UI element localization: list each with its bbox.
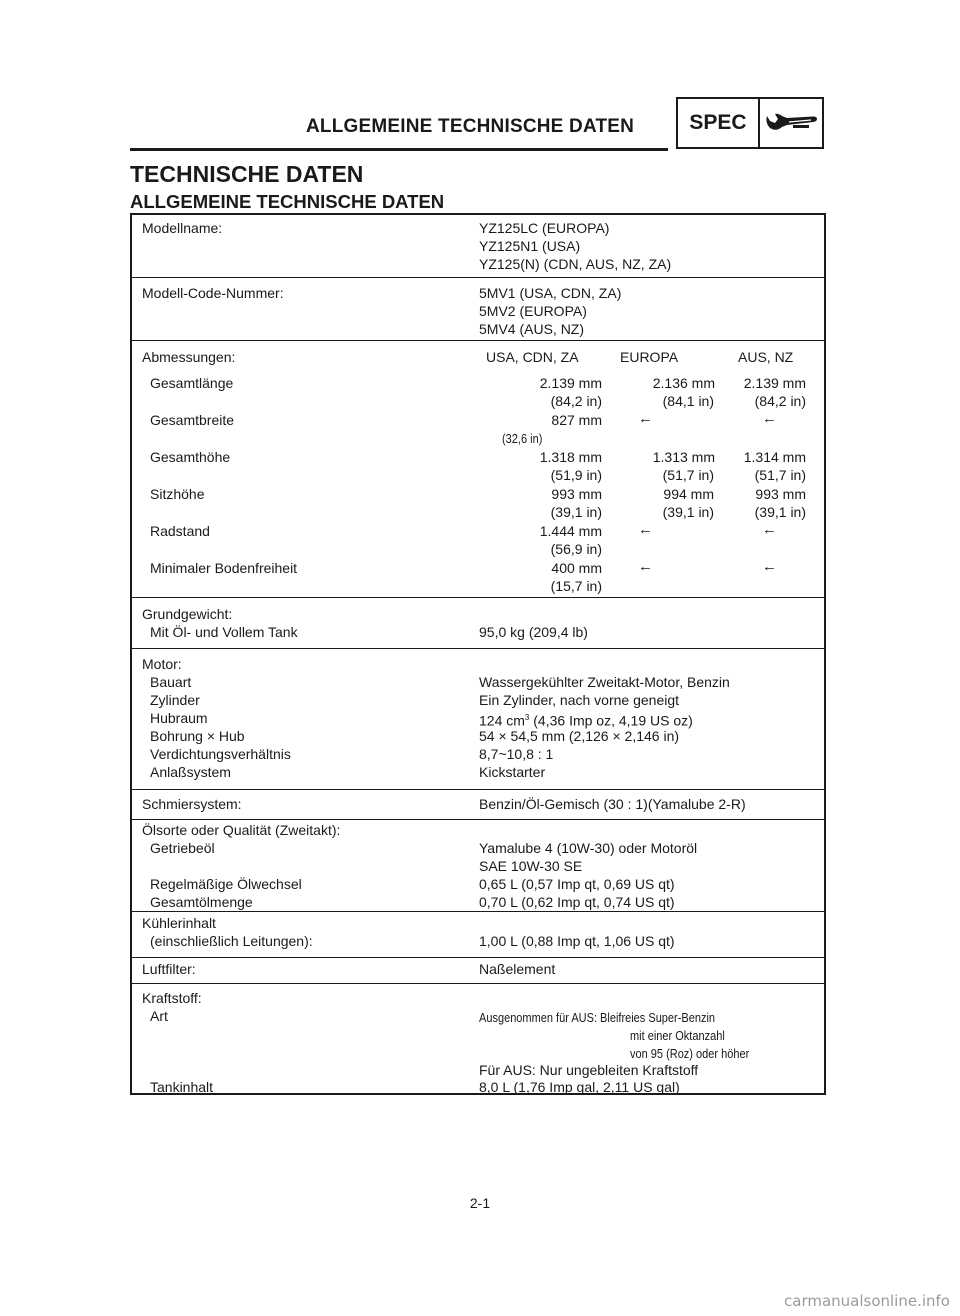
dim-value: 2.136 mm	[652, 375, 715, 391]
header-rule	[130, 148, 668, 151]
dim-value: (56,9 in)	[550, 541, 602, 557]
dim-value: (84,2 in)	[550, 393, 602, 409]
engine-row-label: Bauart	[150, 674, 192, 690]
spec-label: SPEC	[678, 99, 760, 147]
dim-label: Gesamthöhe	[150, 449, 231, 465]
page-header-title: ALLGEMEINE TECHNISCHE DATEN	[306, 116, 635, 137]
model-value: YZ125(N) (CDN, AUS, NZ, ZA)	[479, 256, 672, 272]
engine-row-value: 54 × 54,5 mm (2,126 × 2,146 in)	[479, 728, 680, 744]
coolant-sub-label: (einschließlich Leitungen):	[150, 933, 313, 949]
same-as-left-arrow-icon: ←	[638, 521, 653, 538]
dimensions-section	[132, 340, 824, 597]
column-header: EUROPA	[620, 349, 679, 365]
dim-value: (39,1 in)	[754, 504, 806, 520]
section-title: TECHNISCHE DATEN	[130, 161, 364, 187]
engine-row-value: Ein Zylinder, nach vorne geneigt	[479, 692, 680, 708]
spec-table	[130, 213, 826, 1095]
oil-section	[132, 819, 824, 911]
dim-value: (51,9 in)	[550, 467, 602, 483]
oil-change-label: Regelmäßige Ölwechsel	[150, 876, 302, 892]
dim-value: (84,2 in)	[754, 393, 806, 409]
tank-capacity-value: 8,0 L (1,76 Imp gal, 2,11 US gal)	[479, 1079, 680, 1095]
fuel-label: Kraftstoff:	[142, 990, 202, 1006]
engine-label: Motor:	[142, 656, 182, 672]
displacement-conversion: (4,36 Imp oz, 4,19 US oz)	[529, 712, 693, 729]
engine-row-label: Verdichtungsverhältnis	[150, 746, 291, 762]
dim-value: (84,1 in)	[662, 393, 714, 409]
displacement-unit-exponent: 3	[524, 713, 530, 722]
dim-label: Gesamtbreite	[150, 412, 235, 428]
wrench-icon	[760, 99, 822, 147]
lubrication-label: Schmiersystem:	[142, 796, 242, 812]
oil-label: Ölsorte oder Qualität (Zweitakt):	[142, 822, 341, 838]
same-as-left-arrow-icon: ←	[762, 410, 777, 427]
engine-section	[132, 648, 824, 789]
dim-value: 1.444 mm	[539, 523, 602, 539]
dim-label: Radstand	[150, 523, 210, 539]
fuel-aus-value: Für AUS: Nur ungebleiten Kraftstoff	[479, 1062, 699, 1078]
column-header: AUS, NZ	[738, 349, 794, 365]
weight-value: 95,0 kg (209,4 lb)	[479, 624, 588, 640]
dim-value: (39,1 in)	[662, 504, 714, 520]
fuel-type-label: Art	[150, 1008, 168, 1024]
dim-value: 400 mm	[551, 560, 602, 576]
dim-value: 827 mm	[551, 412, 602, 428]
fuel-type-value: mit einer Oktanzahl	[630, 1029, 725, 1043]
coolant-label: Kühlerinhalt	[142, 915, 216, 931]
model-label: Modellname:	[142, 220, 223, 236]
dim-value: (39,1 in)	[550, 504, 602, 520]
column-header: USA, CDN, ZA	[486, 349, 579, 365]
fuel-section	[132, 983, 824, 1095]
gear-oil-value: Yamalube 4 (10W-30) oder Motoröl	[479, 840, 698, 856]
lubrication-value: Benzin/Öl-Gemisch (30 : 1)(Yamalube 2-R)	[479, 796, 746, 812]
model-value: YZ125N1 (USA)	[479, 238, 581, 254]
engine-row-label: Anlaßsystem	[150, 764, 231, 780]
dim-value: 2.139 mm	[743, 375, 806, 391]
same-as-left-arrow-icon: ←	[762, 521, 777, 538]
model-code-section	[132, 277, 824, 340]
weight-section	[132, 597, 824, 648]
dim-value: (51,7 in)	[662, 467, 714, 483]
dimensions-label: Abmessungen:	[142, 349, 236, 365]
displacement-number: 124 cm	[479, 712, 525, 729]
dim-value: (15,7 in)	[550, 578, 602, 594]
dim-value: 993 mm	[755, 486, 806, 502]
tank-capacity-label: Tankinhalt	[150, 1079, 214, 1095]
spec-badge	[676, 97, 824, 149]
gear-oil-label: Getriebeöl	[150, 840, 215, 856]
section-subtitle: ALLGEMEINE TECHNISCHE DATEN	[130, 191, 445, 212]
coolant-section	[132, 911, 824, 957]
oil-change-value: 0,65 L (0,57 Imp qt, 0,69 US qt)	[479, 876, 675, 892]
page-number: 2-1	[469, 1195, 491, 1211]
engine-row-label: Zylinder	[150, 692, 200, 708]
air-filter-label: Luftfilter:	[142, 961, 196, 977]
dim-value: 2.139 mm	[539, 375, 602, 391]
coolant-value: 1,00 L (0,88 Imp qt, 1,06 US qt)	[479, 933, 675, 949]
air-filter-value: Naßelement	[479, 961, 556, 977]
oil-total-label: Gesamtölmenge	[150, 894, 253, 910]
engine-row-value: 8,7~10,8 : 1	[479, 746, 554, 762]
engine-row-value: Kickstarter	[479, 764, 546, 780]
dim-value: 1.313 mm	[652, 449, 715, 465]
dim-value: (32,6 in)	[502, 432, 543, 446]
weight-label: Grundgewicht:	[142, 606, 233, 622]
same-as-left-arrow-icon: ←	[638, 558, 653, 575]
model-section	[132, 215, 824, 275]
engine-row-value: Wassergekühlter Zweitakt-Motor, Benzin	[479, 674, 730, 690]
fuel-type-value: von 95 (Roz) oder höher	[630, 1047, 750, 1061]
oil-total-value: 0,70 L (0,62 Imp qt, 0,74 US qt)	[479, 894, 675, 910]
dim-value: 1.318 mm	[539, 449, 602, 465]
dim-value: (51,7 in)	[754, 467, 806, 483]
model-code-label: Modell-Code-Nummer:	[142, 285, 284, 301]
lubrication-section	[132, 789, 824, 819]
model-value: YZ125LC (EUROPA)	[479, 220, 610, 236]
model-code-value: 5MV2 (EUROPA)	[479, 303, 587, 319]
weight-sub-label: Mit Öl- und Vollem Tank	[150, 624, 298, 640]
engine-row-label: Bohrung × Hub	[150, 728, 245, 744]
model-code-value: 5MV1 (USA, CDN, ZA)	[479, 285, 622, 301]
dim-value: 1.314 mm	[743, 449, 806, 465]
gear-oil-value: SAE 10W-30 SE	[479, 858, 583, 874]
dim-label: Minimaler Bodenfreiheit	[150, 560, 298, 576]
dim-label: Gesamtlänge	[150, 375, 234, 391]
dim-value: 993 mm	[551, 486, 602, 502]
engine-row-label: Hubraum	[150, 710, 208, 726]
model-code-value: 5MV4 (AUS, NZ)	[479, 321, 585, 337]
air-filter-section	[132, 957, 824, 983]
same-as-left-arrow-icon: ←	[762, 558, 777, 575]
dim-value: 994 mm	[663, 486, 714, 502]
dim-label: Sitzhöhe	[150, 486, 205, 502]
watermark: carmanualsonline.info	[784, 1292, 950, 1310]
fuel-type-value: Ausgenommen für AUS: Bleifreies Super-Benzin	[479, 1011, 716, 1025]
same-as-left-arrow-icon: ←	[638, 410, 653, 427]
